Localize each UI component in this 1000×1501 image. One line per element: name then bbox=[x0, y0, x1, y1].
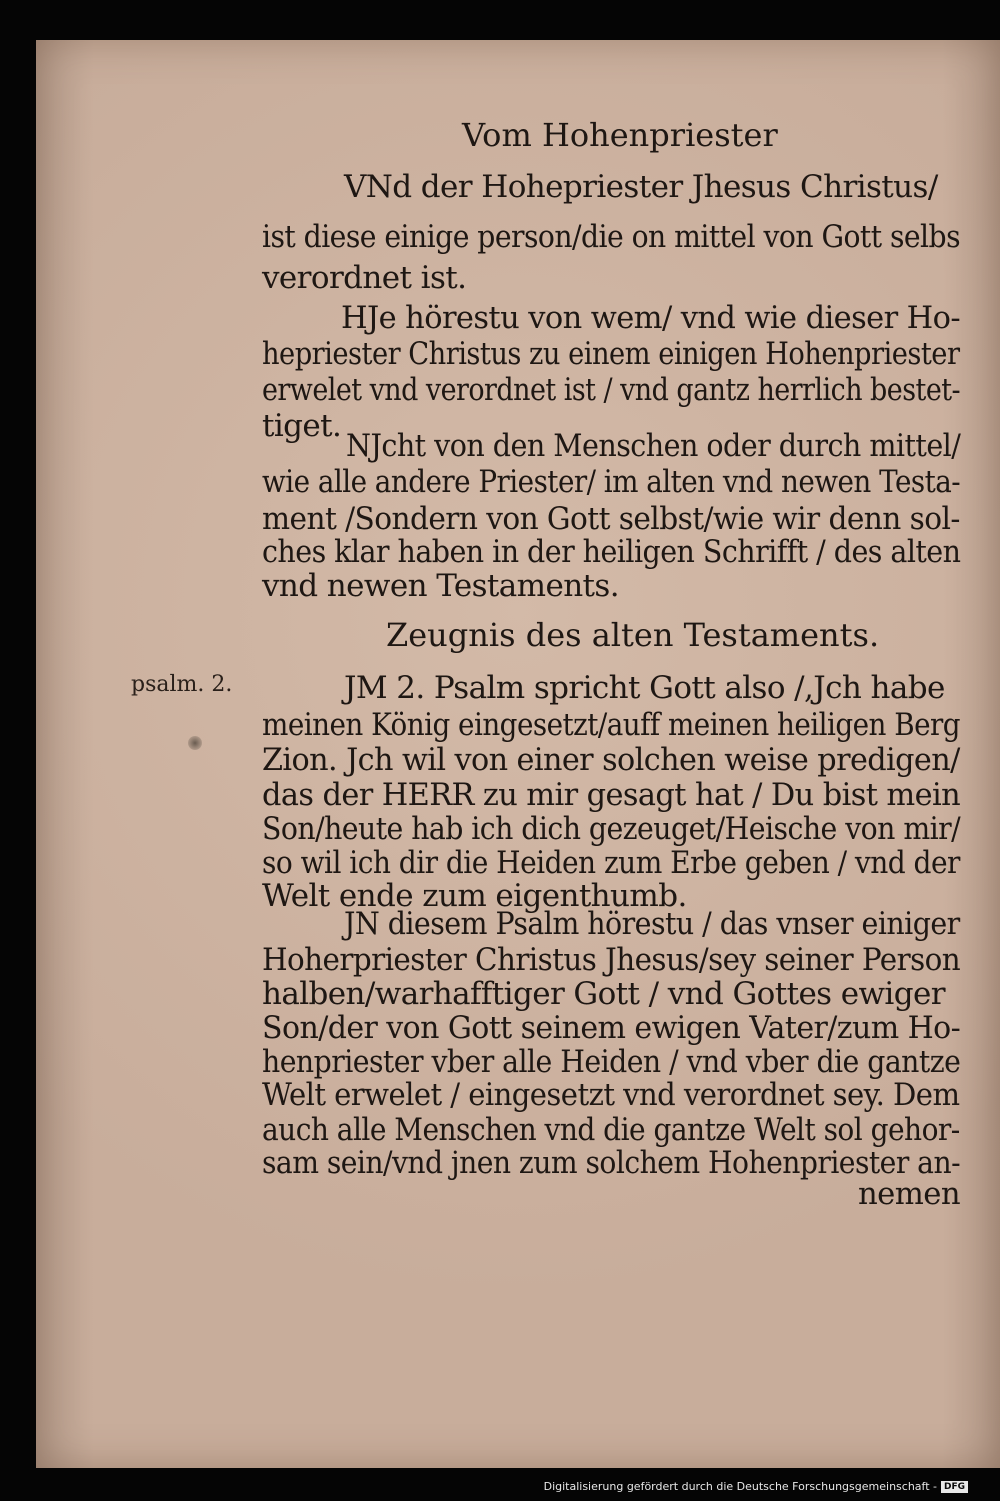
text-line: vnd newen Testaments. bbox=[262, 568, 619, 604]
text-line: JM 2. Psalm spricht Gott also /,Jch habe bbox=[344, 670, 945, 706]
text-line: verordnet ist. bbox=[262, 260, 467, 296]
text-line: sam sein/vnd jnen zum solchem Hohenpriester an- bbox=[262, 1145, 961, 1181]
text-line: Hoherpriester Christus Jhesus/sey seiner Person bbox=[262, 942, 961, 978]
digitization-credit bbox=[544, 1480, 968, 1493]
text-line: das der HERR zu mir gesagt hat / Du bist mein bbox=[262, 777, 961, 813]
credit-text: Digitalisierung gefördert durch die Deutsche Forschungsgemeinschaft - bbox=[543, 1480, 937, 1493]
text-line: Welt ende zum eigenthumb. bbox=[262, 878, 687, 914]
text-line: meinen König eingesetzt/auff meinen heiligen Berg bbox=[262, 707, 961, 743]
text-line: Zion. Jch wil von einer solchen weise predigen/ bbox=[262, 742, 960, 778]
ink-smudge bbox=[188, 736, 202, 750]
dfg-logo: DFG bbox=[941, 1481, 968, 1493]
text-line: NJcht von den Menschen oder durch mittel/ bbox=[346, 428, 961, 464]
margin-note: psalm. 2. bbox=[131, 672, 233, 697]
running-header: Vom Hohenpriester bbox=[462, 116, 778, 154]
text-line: VNd der Hohepriester Jhesus Christus/ bbox=[344, 169, 938, 205]
text-line: ment /Sondern von Gott selbst/wie wir denn sol- bbox=[262, 501, 960, 537]
text-line: ist diese einige person/die on mittel von Gott selbs bbox=[262, 219, 961, 255]
text-line: erwelet vnd verordnet ist / vnd gantz herrlich bestet- bbox=[262, 372, 961, 408]
text-line: wie alle andere Priester/ im alten vnd newen Testa- bbox=[262, 464, 961, 500]
text-line: ches klar haben in der heiligen Schrifft / des alten bbox=[262, 534, 961, 570]
text-line: HJe hörestu von wem/ vnd wie dieser Ho- bbox=[341, 300, 961, 336]
section-heading: Zeugnis des alten Testaments. bbox=[386, 616, 880, 654]
text-line: JN diesem Psalm hörestu / das vnser einiger bbox=[344, 906, 960, 942]
text-line: Welt erwelet / eingesetzt vnd verordnet sey. Dem bbox=[262, 1077, 960, 1113]
text-line: Son/heute hab ich dich gezeuget/Heische von mir/ bbox=[262, 811, 961, 847]
text-line: so wil ich dir die Heiden zum Erbe geben / vnd der bbox=[262, 845, 960, 881]
text-line: hepriester Christus zu einem einigen Hohenpriester bbox=[262, 336, 960, 372]
text-line: Son/der von Gott seinem ewigen Vater/zum Ho- bbox=[262, 1010, 961, 1046]
text-line: tiget. bbox=[262, 408, 342, 444]
catchword: nemen bbox=[858, 1176, 961, 1212]
text-line: henpriester vber alle Heiden / vnd vber die gantze bbox=[262, 1044, 961, 1080]
text-line: auch alle Menschen vnd die gantze Welt sol gehor- bbox=[262, 1112, 960, 1148]
text-line: halben/warhafftiger Gott / vnd Gottes ewiger bbox=[262, 976, 945, 1012]
